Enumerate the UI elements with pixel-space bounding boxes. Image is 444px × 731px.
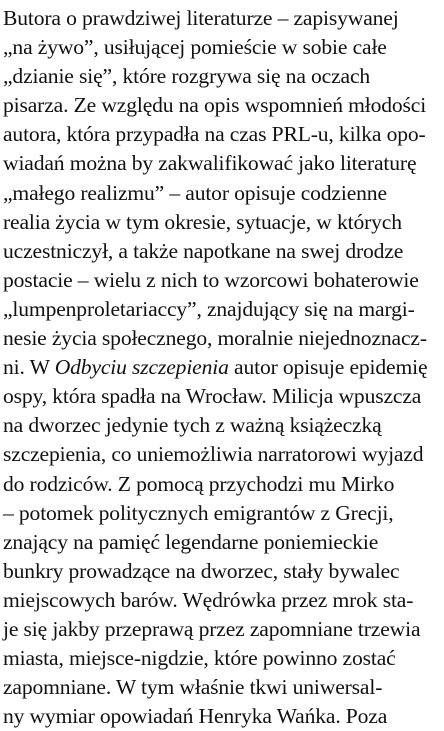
italic-title: Odbyciu szczepienia: [54, 355, 229, 380]
text-segment: „na żywo”, usiłującej pomieście w sobie całe: [3, 35, 387, 60]
text-line: [3, 557, 443, 586]
text-line: [3, 528, 443, 557]
body-paragraph: [3, 4, 443, 731]
text-segment: „małego realizmu” – autor opisuje codzienne: [3, 180, 387, 205]
text-segment: – potomek politycznych emigrantów z Grecji,: [3, 500, 394, 525]
text-line: [3, 615, 443, 644]
text-segment: ni. W: [3, 355, 55, 380]
text-line: [3, 499, 443, 528]
text-line: [3, 586, 443, 615]
text-segment: nesie życia społecznego, moralnie niejednoznacz-: [3, 326, 427, 351]
text-segment: szczepienia, co uniemożliwia narratorowi wyjazd: [3, 442, 424, 467]
text-segment: bunkry prowadzące na dworzec, stały bywalec: [3, 558, 400, 583]
text-segment: miasta, miejsce-nigdzie, które powinno zostać: [3, 646, 396, 671]
text-segment: „lumpenproletariaccy”, znajdujący się na margi-: [3, 296, 415, 321]
text-segment: ny wymiar opowiadań Henryka Wańka. Poza: [3, 704, 388, 729]
text-line: [3, 324, 443, 353]
text-segment: pisarza. Ze względu na opis wspomnień młodości: [3, 93, 427, 118]
text-line: [3, 353, 443, 382]
text-segment: je się jakby przeprawą przez zapomniane trzewia: [3, 616, 421, 641]
text-segment: autora, która przypadła na czas PRL-u, kilka opo-: [3, 122, 426, 147]
text-segment: uczestniczył, a także napotkane na swej drodze: [3, 238, 404, 263]
text-segment: postacie – wielu z nich to wzorcowi bohaterowie: [3, 267, 419, 292]
text-segment: Butora o prawdziwej literaturze – zapisywanej: [3, 6, 399, 30]
text-segment: zapomniane. W tym właśnie tkwi uniwersal-: [3, 675, 383, 700]
text-line: [3, 179, 443, 208]
text-line: [3, 33, 443, 62]
text-line: [3, 470, 443, 499]
text-line: [3, 62, 443, 91]
text-line: [3, 4, 443, 33]
text-line: [3, 208, 443, 237]
text-line: [3, 440, 443, 469]
text-line: [3, 702, 443, 731]
text-segment: do rodziców. Z pomocą przychodzi mu Mirko: [3, 471, 395, 496]
text-line: [3, 149, 443, 178]
text-line: [3, 266, 443, 295]
text-line: [3, 644, 443, 673]
text-line: [3, 673, 443, 702]
text-segment: autor opisuje epidemię: [228, 355, 428, 380]
text-segment: wiadań można by zakwalifikować jako literaturę: [3, 151, 417, 176]
text-segment: na dworzec jedynie tych z ważną książeczką: [3, 413, 382, 438]
text-line: [3, 120, 443, 149]
text-segment: realia życia w tym okresie, sytuacje, w których: [3, 209, 402, 234]
text-line: [3, 237, 443, 266]
text-line: [3, 411, 443, 440]
text-segment: „dzianie się”, które rozgrywa się na oczach: [3, 64, 371, 89]
text-line: [3, 382, 443, 411]
text-segment: ospy, która spadła na Wrocław. Milicja wpuszcza: [3, 384, 422, 409]
text-line: [3, 295, 443, 324]
text-segment: znający na pamięć legendarne poniemieckie: [3, 529, 379, 554]
text-line: [3, 91, 443, 120]
text-segment: miejscowych barów. Wędrówka przez mrok sta-: [3, 587, 414, 612]
